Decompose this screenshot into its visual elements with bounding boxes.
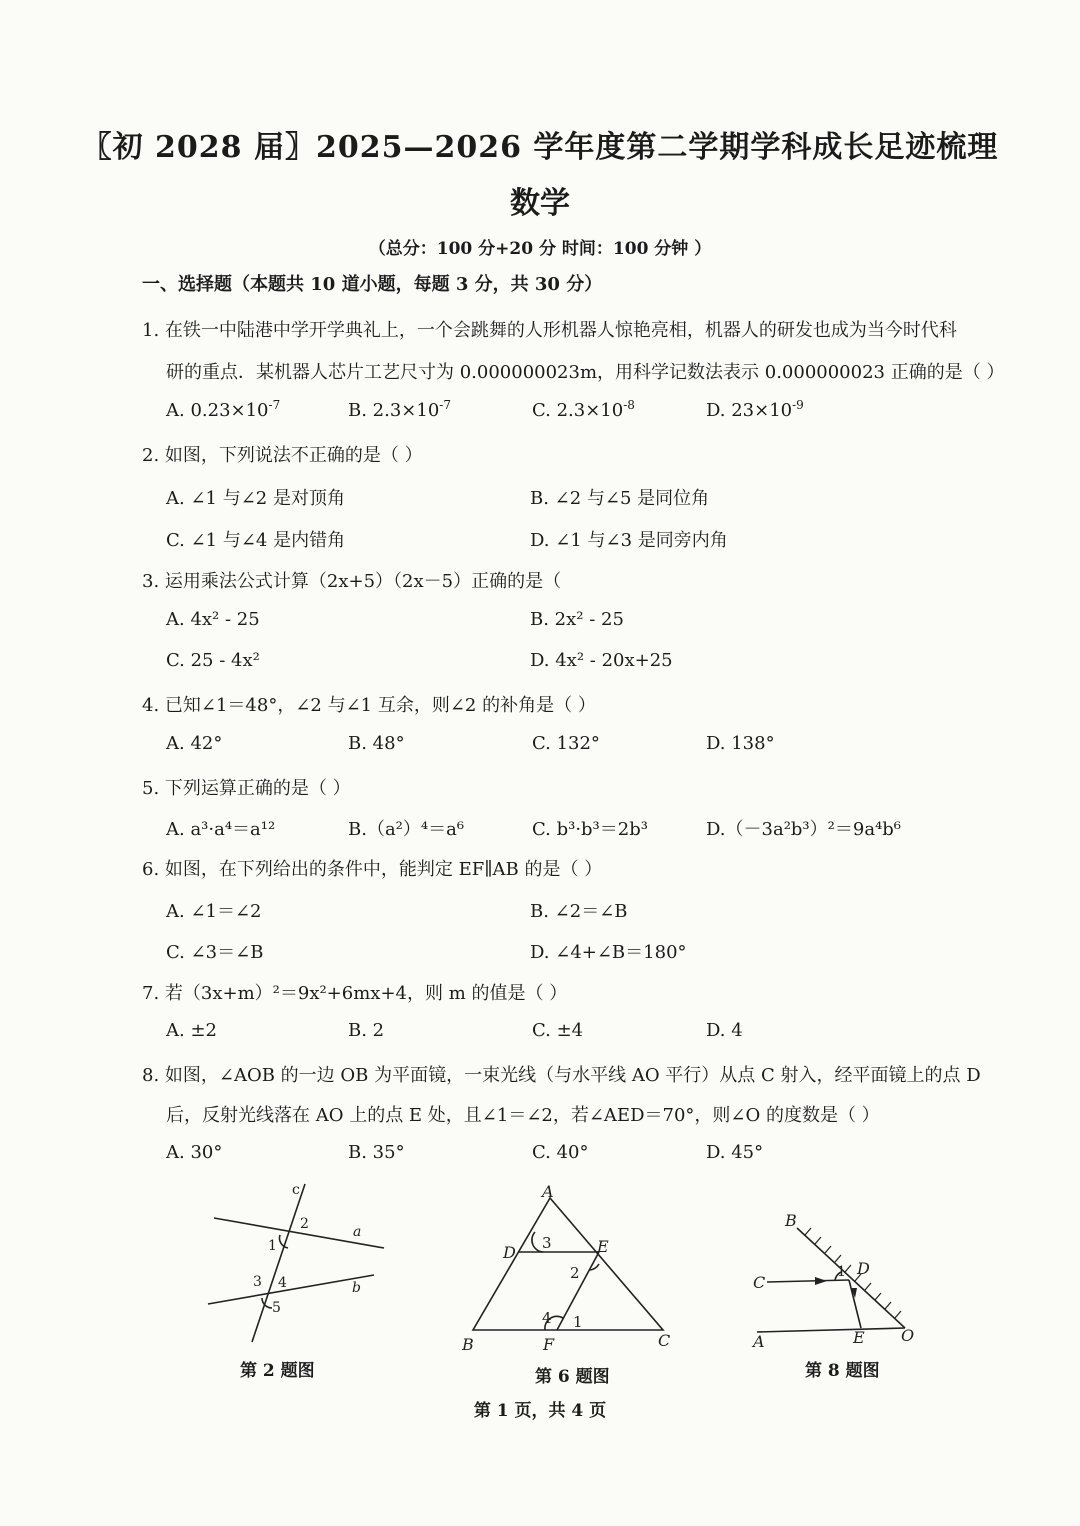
- fig8-ray-cd: [767, 1280, 849, 1282]
- q1-stem-line2: 研的重点．某机器人芯片工艺尺寸为 0.000000023m，用科学记数法表示 0.000000023 正确的是（ ）: [166, 362, 1005, 383]
- q4-option-d: D. 138°: [706, 733, 775, 754]
- q6-stem: 6. 如图，在下列给出的条件中，能判定 EF∥AB 的是（ ）: [142, 859, 603, 880]
- fig8-label-1: 1: [837, 1264, 846, 1280]
- figure-q2-caption: 第 2 题图: [240, 1361, 315, 1381]
- fig2-line-b: [208, 1275, 374, 1304]
- q3-option-d: D. 4x² - 20x+25: [530, 650, 673, 671]
- fig8-mirror-hatching: [805, 1228, 901, 1318]
- q7-option-b: B. 2: [348, 1020, 385, 1041]
- q4-option-c: C. 132°: [532, 733, 600, 754]
- q8-option-d: D. 45°: [706, 1142, 764, 1163]
- fig8-line-ao: [757, 1328, 905, 1332]
- fig6-label-2: 2: [570, 1264, 580, 1282]
- fig2-label-3: 3: [253, 1274, 262, 1290]
- q1-option-a-exp: -7: [268, 398, 281, 412]
- q8-option-b: B. 35°: [348, 1142, 405, 1163]
- fig8-arrow-head: [815, 1277, 827, 1285]
- fig8-label-e: E: [853, 1328, 865, 1347]
- q8-stem-line1: 8. 如图，∠AOB 的一边 OB 为平面镜，一束光线（与水平线 AO 平行）从点 C 射入，经平面镜上的点 D: [142, 1065, 981, 1086]
- fig6-label-c: C: [658, 1331, 671, 1350]
- q1-option-b-base: B. 2.3×10: [348, 400, 440, 421]
- fig2-label-a: a: [353, 1224, 362, 1240]
- fig6-label-a: A: [542, 1182, 554, 1201]
- q5-option-c: C. b³·b³＝2b³: [532, 819, 648, 840]
- fig2-label-5: 5: [272, 1300, 281, 1316]
- fig8-label-d: D: [857, 1259, 870, 1278]
- fig2-line-c: [252, 1184, 305, 1342]
- q3-option-c: C. 25 - 4x²: [166, 650, 260, 671]
- q1-stem-line1: 1. 在铁一中陆港中学开学典礼上，一个会跳舞的人形机器人惊艳亮相，机器人的研发也成为当今时代科: [142, 320, 957, 341]
- q5-option-d: D.（－3a²b³）²＝9a⁴b⁶: [706, 819, 902, 840]
- q6-option-a: A. ∠1＝∠2: [166, 901, 262, 922]
- q1-option-c-exp: -8: [623, 398, 635, 412]
- exam-title: 〖初 2028 届〗2025—2026 学年度第二学期学科成长足迹梳理: [81, 130, 999, 165]
- fig2-label-b: b: [352, 1280, 361, 1296]
- fig8-label-c: C: [753, 1273, 766, 1292]
- q2-stem: 2. 如图，下列说法不正确的是（ ）: [142, 445, 423, 466]
- q2-option-d: D. ∠1 与∠3 是同旁内角: [530, 530, 728, 551]
- fig6-label-1: 1: [573, 1313, 583, 1331]
- figure-q8: [745, 1210, 925, 1350]
- q6-option-b: B. ∠2＝∠B: [530, 901, 628, 922]
- q8-stem-line2: 后，反射光线落在 AO 上的点 E 处，且∠1＝∠2，若∠AED＝70°，则∠O 的度数是（ ）: [166, 1105, 880, 1126]
- q7-stem: 7. 若（3x+m）²＝9x²+6mx+4，则 m 的值是（ ）: [142, 983, 568, 1004]
- figure-q6: [455, 1180, 685, 1355]
- q2-option-c: C. ∠1 与∠4 是内错角: [166, 530, 346, 551]
- q7-option-a: A. ±2: [166, 1020, 217, 1041]
- q3-stem: 3. 运用乘法公式计算（2x+5）（2x－5）正确的是（: [142, 571, 562, 592]
- fig6-label-3: 3: [542, 1234, 552, 1252]
- q4-stem: 4. 已知∠1＝48°，∠2 与∠1 互余，则∠2 的补角是（ ）: [142, 695, 596, 716]
- q5-option-a: A. a³·a⁴＝a¹²: [166, 819, 276, 840]
- q4-option-a: A. 42°: [166, 733, 223, 754]
- page-footer: 第 1 页，共 4 页: [473, 1401, 607, 1421]
- q1-option-b: [348, 400, 451, 421]
- q3-option-b: B. 2x² - 25: [530, 609, 624, 630]
- q6-option-d: D. ∠4+∠B＝180°: [530, 942, 687, 963]
- q4-option-b: B. 48°: [348, 733, 405, 754]
- fig8-label-b: B: [785, 1211, 797, 1230]
- q7-option-d: D. 4: [706, 1020, 743, 1041]
- fig2-label-2: 2: [300, 1216, 309, 1232]
- section-heading: 一、选择题（本题共 10 道小题，每题 3 分，共 30 分）: [142, 274, 603, 295]
- q8-option-a: A. 30°: [166, 1142, 223, 1163]
- figure-q6-caption: 第 6 题图: [535, 1367, 610, 1387]
- q1-option-b-exp: -7: [439, 398, 451, 412]
- figure-q2: [200, 1180, 400, 1350]
- figure-q8-caption: 第 8 题图: [805, 1361, 880, 1381]
- q5-option-b: B.（a²）⁴＝a⁶: [348, 819, 465, 840]
- fig2-label-4: 4: [278, 1275, 287, 1291]
- q7-option-c: C. ±4: [532, 1020, 584, 1041]
- q5-stem: 5. 下列运算正确的是（ ）: [142, 778, 351, 799]
- q1-option-c: [532, 400, 635, 421]
- q1-option-d-exp: -9: [792, 398, 804, 412]
- fig8-label-a: A: [753, 1332, 765, 1350]
- fig6-label-d: D: [503, 1243, 516, 1262]
- fig2-label-c: c: [292, 1182, 300, 1198]
- fig6-label-4: 4: [542, 1309, 552, 1327]
- q6-option-c: C. ∠3＝∠B: [166, 942, 264, 963]
- fig6-label-b: B: [462, 1335, 474, 1354]
- q8-option-c: C. 40°: [532, 1142, 589, 1163]
- exam-meta: （总分：100 分+20 分 时间：100 分钟 ）: [368, 239, 712, 259]
- q1-option-d-base: D. 23×10: [706, 400, 793, 421]
- fig8-label-o: O: [901, 1326, 915, 1345]
- q1-option-a-base: A. 0.23×10: [166, 400, 269, 421]
- fig2-label-1: 1: [268, 1238, 277, 1254]
- q2-option-a: A. ∠1 与∠2 是对顶角: [166, 488, 345, 509]
- fig8-mirror-ob: [797, 1228, 905, 1328]
- exam-subject: 数学: [510, 186, 570, 221]
- q2-option-b: B. ∠2 与∠5 是同位角: [530, 488, 710, 509]
- fig6-label-e: E: [597, 1237, 609, 1256]
- q1-option-a: [166, 400, 280, 421]
- fig6-label-f: F: [543, 1335, 555, 1354]
- q1-option-d: [706, 400, 804, 421]
- q3-option-a: A. 4x² - 25: [166, 609, 260, 630]
- fig8-ray-de: [849, 1280, 861, 1328]
- q1-option-c-base: C. 2.3×10: [532, 400, 624, 421]
